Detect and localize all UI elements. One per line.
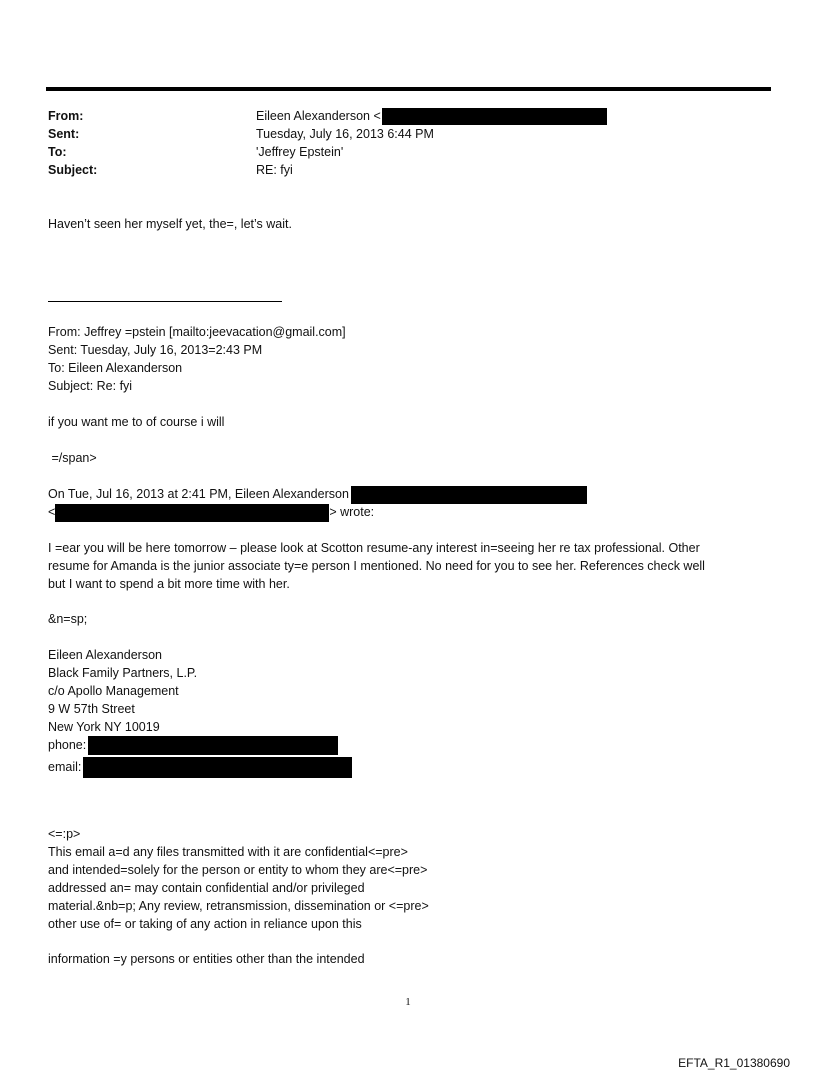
sent-value: Tuesday, July 16, 2013 6:44 PM xyxy=(256,127,434,141)
redaction-box xyxy=(88,736,338,755)
wrote-open: < xyxy=(48,505,56,519)
page-number: 1 xyxy=(405,996,411,1008)
sent-label: Sent: xyxy=(48,127,80,141)
to-value: 'Jeffrey Epstein' xyxy=(256,145,344,159)
redaction-box xyxy=(351,486,587,504)
reply-body: Haven’t seen her myself yet, the=, let’s wait. xyxy=(48,217,292,231)
quote-separator xyxy=(48,301,282,302)
quoted-to: To: Eileen Alexanderson xyxy=(48,361,183,375)
signature-email xyxy=(48,757,352,778)
disclaimer-last-line: information =y persons or entities other than the intended xyxy=(48,952,365,966)
signature-city: New York NY 10019 xyxy=(48,720,160,734)
quoted-sent: Sent: Tuesday, July 16, 2013=2:43 PM xyxy=(48,343,263,357)
disclaimer xyxy=(48,825,429,933)
disclaimer-line: This email a=d any files transmitted with it are confidential<=pre> xyxy=(48,845,408,859)
quoted-message xyxy=(48,539,705,593)
from-label: From: xyxy=(48,109,84,123)
redaction-box xyxy=(55,504,329,522)
from-name: Eileen Alexanderson < xyxy=(256,109,381,123)
disclaimer-line: material.&nb=p; Any review, retransmission, dissemination or <=pre> xyxy=(48,899,429,913)
bates-number: EFTA_R1_01380690 xyxy=(678,1056,790,1070)
on-date-line xyxy=(48,485,587,504)
message-line: I =ear you will be here tomorrow – please look at Scotton resume-any interest in=seeing her re tax professional. Other xyxy=(48,541,700,555)
redaction-box xyxy=(83,757,352,778)
span-artifact: =/span> xyxy=(48,451,97,465)
wrote-line xyxy=(48,503,374,522)
quoted-subject: Subject: Re: fyi xyxy=(48,379,133,393)
on-date-text: On Tue, Jul 16, 2013 at 2:41 PM, Eileen Alexanderson xyxy=(48,487,349,501)
phone-label: phone: xyxy=(48,738,87,752)
signature-care-of: c/o Apollo Management xyxy=(48,684,179,698)
signature-name: Eileen Alexanderson xyxy=(48,648,162,662)
signature-phone xyxy=(48,736,352,755)
disclaimer-line: <=:p> xyxy=(48,827,81,841)
disclaimer-line: other use of= or taking of any action in reliance upon this xyxy=(48,917,362,931)
quoted-header xyxy=(48,323,346,395)
to-label: To: xyxy=(48,145,67,159)
subject-value: RE: fyi xyxy=(256,163,293,177)
header-rule xyxy=(46,87,771,91)
signature-company: Black Family Partners, L.P. xyxy=(48,666,198,680)
from-value xyxy=(256,107,607,125)
quoted-from: From: Jeffrey =pstein [mailto:jeevacation@gmail.com] xyxy=(48,325,346,339)
redaction-box xyxy=(382,108,607,125)
subject-label: Subject: xyxy=(48,163,98,177)
disclaimer-line: addressed an= may contain confidential and/or privileged xyxy=(48,881,365,895)
message-line: resume for Amanda is the junior associate ty=e person I mentioned. No need for you to see her. References check well xyxy=(48,559,705,573)
signature xyxy=(48,646,352,778)
disclaimer-line: and intended=solely for the person or entity to whom they are<=pre> xyxy=(48,863,428,877)
nbsp-artifact: &n=sp; xyxy=(48,612,88,626)
signature-street: 9 W 57th Street xyxy=(48,702,135,716)
email-label: email: xyxy=(48,760,82,774)
quoted-body: if you want me to of course i will xyxy=(48,415,225,429)
message-line: but I want to spend a bit more time with her. xyxy=(48,577,290,591)
wrote-close: > wrote: xyxy=(329,505,375,519)
